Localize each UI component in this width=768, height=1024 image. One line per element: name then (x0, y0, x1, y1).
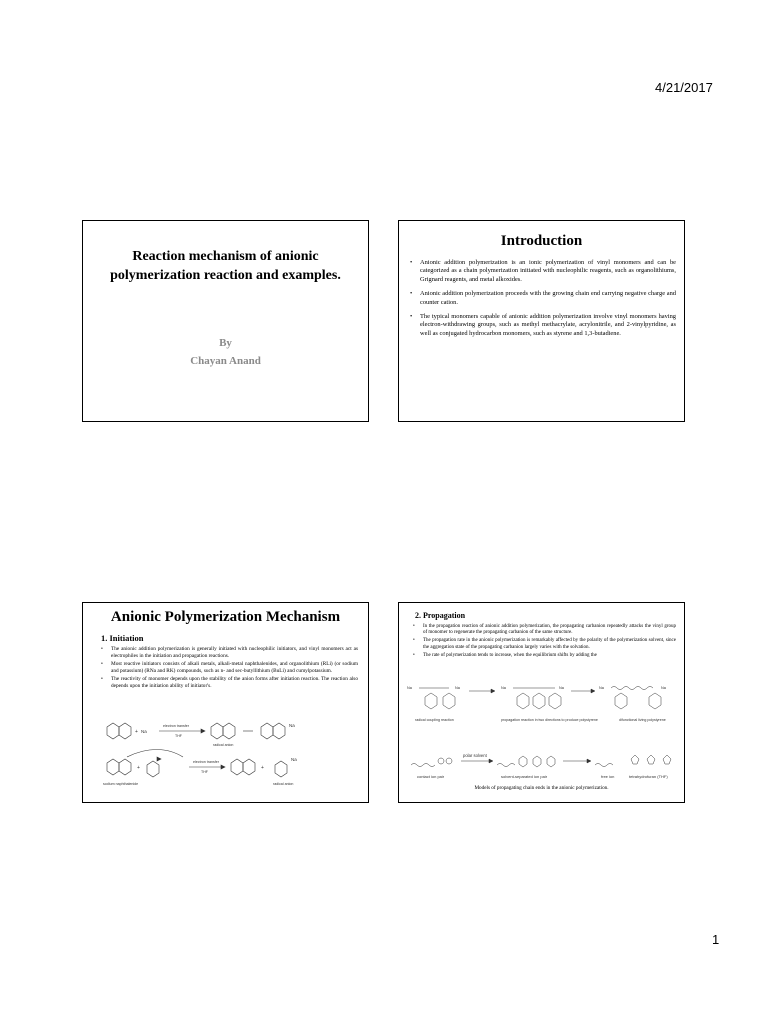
fig-charge: Na (599, 686, 604, 690)
svg-text:+: + (135, 729, 138, 735)
header-date: 4/21/2017 (655, 80, 713, 95)
slide3-subtitle: 1. Initiation (101, 633, 144, 643)
fig-label: electron transfer (163, 724, 189, 728)
svg-text:+: + (261, 765, 264, 771)
slide2-bullet: • Anionic addition polymerization is an ionic polymerization of vinyl monomers and can be categorized as a chain polymerization initiated with nucleophilic reagents, such as organolithiums, Grignard reagents, and metal alkoxides. (420, 259, 676, 284)
slide3-title: Anionic Polymerization Mechanism (110, 609, 341, 625)
slide4-bullet-list (423, 624, 676, 661)
fig-charge: Na (407, 686, 412, 690)
fig-label: THF (201, 770, 208, 774)
fig-label: radical anion (273, 782, 294, 786)
sodium-naphthalenide-structure (107, 759, 131, 775)
svg-text:+: + (137, 765, 140, 771)
slide1-by: By (219, 337, 232, 349)
slide3-bullet: • The reactivity of monomer depends upon the stability of the anion forms after initiation reaction. The reaction also depends upon the initiation ability of initiator's. (111, 676, 358, 690)
naphthalene-structure (107, 723, 131, 739)
fig-label: propagation reaction in two directions to produce polystyrene (501, 718, 598, 722)
fig-label: radical coupling reaction (415, 718, 454, 722)
fig-label: difunctional living polystyrene (619, 718, 666, 722)
initiation-reaction-figure (97, 713, 357, 793)
propagation-reaction-figure (405, 679, 680, 761)
slide4-bullet: • The rate of polymerization tends to increase, when the equilibrium shifts by adding the (423, 653, 676, 659)
radical-anion-structure (211, 723, 235, 739)
slide-introduction (398, 220, 685, 422)
fig-label: THF (175, 734, 182, 738)
fig-label: radical anion (213, 743, 234, 747)
fig-label: electron transfer (193, 760, 219, 764)
slide3-bullet: • The anionic addition polymerization is generally initiated with nucleophilic initiators, and vinyl monomers act as electrophiles in the initiation and propagation reactions. (111, 646, 358, 660)
fig-label: solvent-separated ion pair (501, 774, 548, 779)
figure-caption: Models of propagating chain ends in the anionic polymerization. (474, 785, 609, 791)
fig-charge: Na (661, 686, 666, 690)
fig-label: free ion (601, 774, 615, 779)
fig-label: sodium naphthalenide (103, 782, 139, 786)
slide4-bullet: • In the propagation reaction of anionic addition polymerization, the propagating carbanion repeatedly attacks the vinyl group of monomer to regenerate the propagating carbanion of the same structure. (423, 624, 676, 637)
slide2-bullet: • Anionic addition polymerization proceeds with the growing chain end carrying negative charge and counter cation. (420, 290, 676, 307)
fig-charge: Na (291, 757, 297, 762)
slide3-bullet-list (111, 646, 358, 691)
slide2-bullet: • The typical monomers capable of anionic addition polymerization involve vinyl monomers having electron-withdrawing groups, such as methyl methacrylate, acrylonitrile, and 2-vinylpyridine, as well as conjugated hydrocarbon monomers, such as styrene and 1,3-butadiene. (420, 313, 676, 338)
fig-charge: Na (141, 729, 147, 734)
slide-propagation (398, 602, 685, 803)
slide2-bullet-list (420, 259, 676, 344)
slide4-bullet: • The propagation rate in the anionic polymerization is remarkably affected by the polarity of the polymerization solvent, since the aggregation state of the propagating carbanion largely varies with the solvation. (423, 638, 676, 651)
slide-title (82, 220, 369, 422)
slide1-author: Chayan Anand (190, 355, 261, 367)
fig-label: polar solvent (463, 753, 487, 758)
slide4-title: 2. Propagation (415, 611, 466, 620)
fig-charge: Na (289, 723, 295, 728)
slide-mechanism (82, 602, 369, 803)
fig-label: contact ion pair (417, 774, 445, 779)
naphthalene-product (231, 759, 255, 775)
fig-label: tetrahydrofuran (THF) (629, 774, 668, 779)
fig-charge: Na (455, 686, 460, 690)
page-number: 1 (712, 932, 720, 947)
radical-anion-resonance (261, 723, 285, 739)
slide1-title: Reaction mechanism of anionic polymerization reaction and examples. (110, 249, 341, 283)
fig-charge: Na (559, 686, 564, 690)
slide3-bullet: • Most reactive initiators consists of alkali metals, alkali-metal naphthalenides, and organolithium (RLi) (or sodium and potassium) (RNa and RK) compounds, such as n- and sec-butyllithium (BuLi) and cumylpotassium. (111, 661, 358, 675)
slide2-title: Introduction (500, 233, 583, 249)
fig-charge: Na (501, 686, 506, 690)
ion-pair-figure (405, 753, 680, 781)
